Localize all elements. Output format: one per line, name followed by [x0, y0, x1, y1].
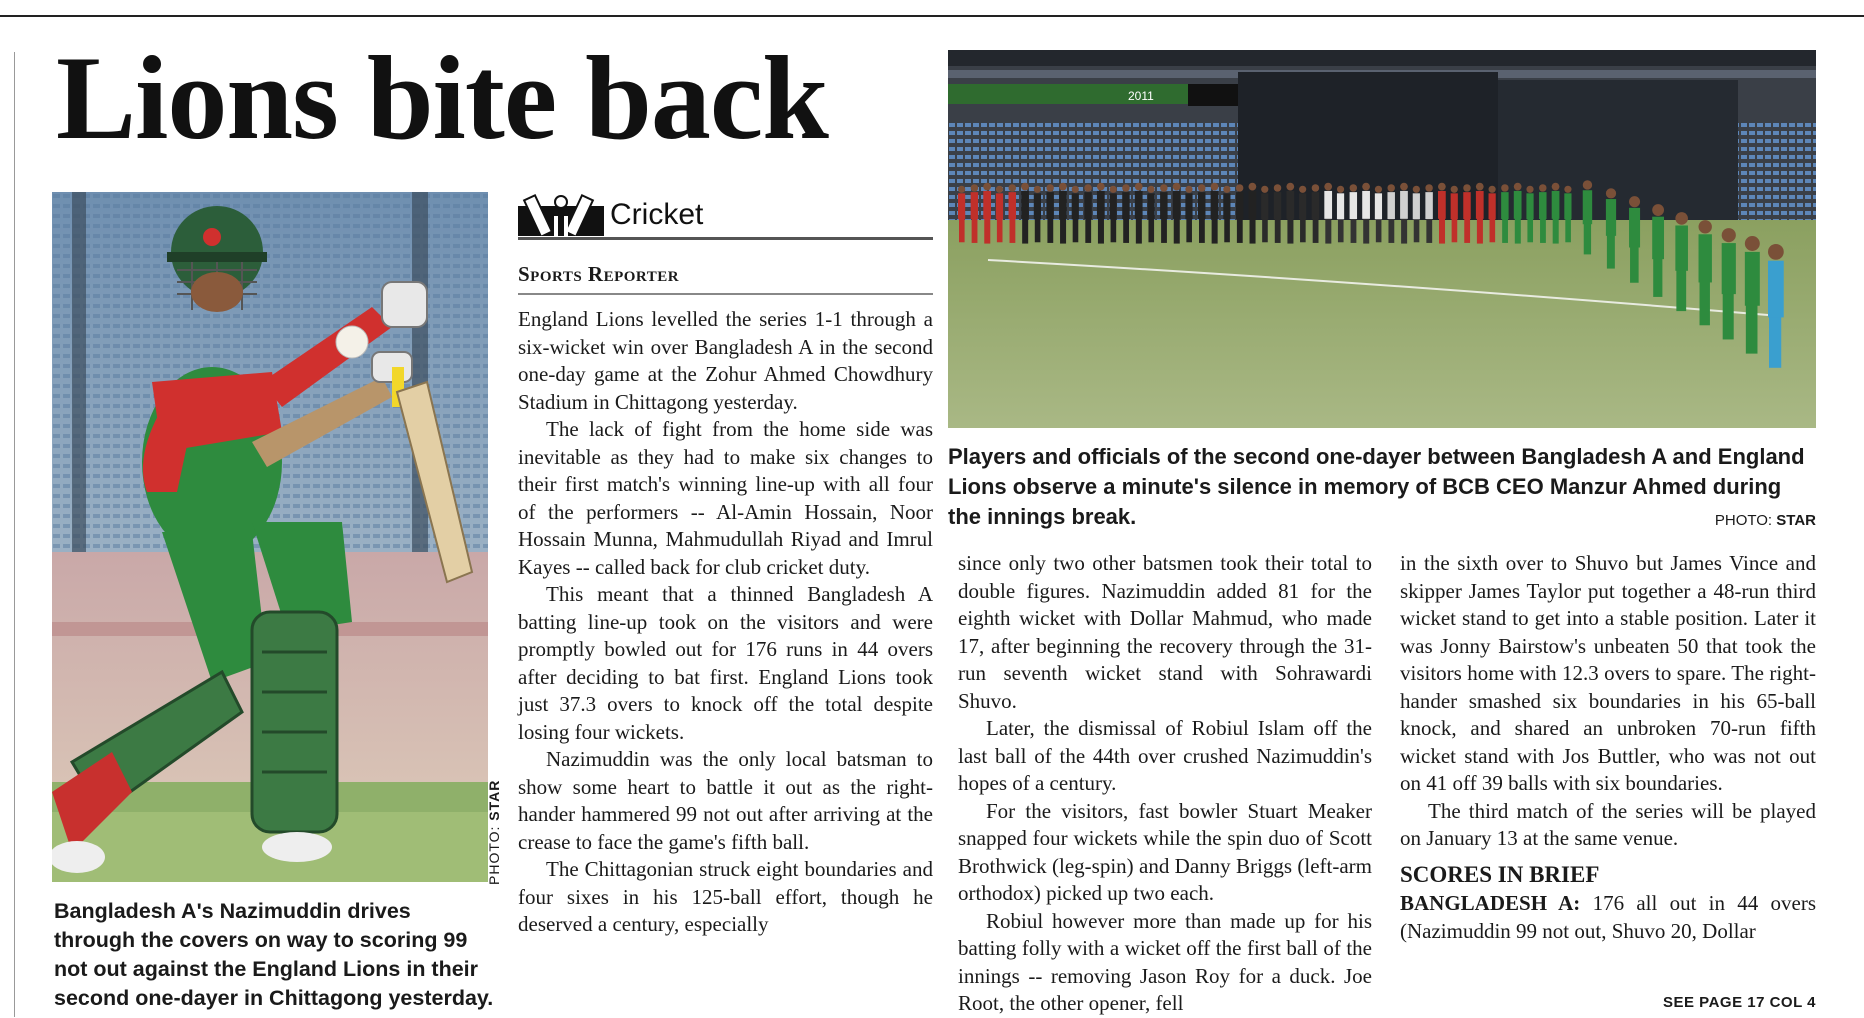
- player-figure: [1675, 225, 1688, 270]
- player-figure: [1583, 190, 1592, 224]
- player-figure-legs: [1287, 218, 1293, 244]
- player-figure: [1223, 193, 1230, 219]
- player-figure-legs: [1565, 218, 1571, 242]
- player-figure-head: [1084, 184, 1091, 191]
- player-figure-head: [1564, 186, 1571, 193]
- player-figure-head: [1034, 186, 1041, 193]
- player-figure-head: [1629, 196, 1640, 207]
- player-figure-legs: [1477, 218, 1483, 244]
- player-figure-legs: [1426, 218, 1432, 243]
- player-figure-legs: [1452, 218, 1458, 242]
- player-figure: [1084, 192, 1091, 219]
- player-figure-head: [1413, 186, 1420, 193]
- paragraph: For the visitors, fast bowler Stuart Meaker snapped four wickets while the spin duo of Scott Brothwick (leg-spin) and Danny Briggs (left-arm orthodox) picked up two each.: [958, 798, 1372, 905]
- player-figure-head: [1299, 186, 1306, 193]
- player-figure: [983, 191, 991, 219]
- player-figure: [1652, 217, 1664, 259]
- player-figure-legs: [1148, 218, 1154, 242]
- section-rule: [518, 237, 933, 240]
- player-figure-head: [1768, 244, 1784, 260]
- player-figure: [958, 193, 965, 219]
- player-figure-legs: [1607, 234, 1615, 268]
- player-figure-head: [1249, 183, 1257, 191]
- player-figure-legs: [1313, 218, 1319, 243]
- player-figure: [1236, 192, 1243, 219]
- paragraph: in the sixth over to Shuvo but James Vince and skipper James Taylor put together a 48-run third wicket stand to get into a stable position. Later it was Jonny Bairstow's unbeaten 50 that took the visitors home with 12.3 overs to spare. The right-hander smashed six boundaries in his 65-ball knock, and shared an unbroken 70-run fifth wicket stand with Jos Buttler, who was not out on 41 off 39 balls with six boundaries.: [1400, 551, 1816, 795]
- player-figure-legs: [1401, 218, 1407, 244]
- player-figure-legs: [1414, 218, 1420, 242]
- paragraph: The third match of the series will be played on January 13 at the same venue.: [1400, 798, 1816, 850]
- player-figure-legs: [1351, 218, 1357, 243]
- player-figure: [1629, 208, 1640, 248]
- player-figure: [1046, 192, 1053, 219]
- player-figure: [1564, 193, 1571, 219]
- scores-detail: 176 all out in 44 overs (Nazimuddin 99 not out, Shuvo 20, Dollar: [1400, 891, 1817, 943]
- player-figure-legs: [1325, 218, 1331, 244]
- player-figure-head: [1514, 183, 1522, 191]
- player-figure: [1745, 252, 1760, 306]
- scores-heading: SCORES IN BRIEF: [1400, 861, 1600, 887]
- player-figure-legs: [1111, 218, 1117, 242]
- player-figure-head: [1387, 184, 1394, 191]
- photo-credit-label: PHOTO:: [486, 825, 502, 885]
- player-figure-head: [1097, 183, 1105, 191]
- player-figure-legs: [1338, 218, 1344, 242]
- cricket-bats-icon: [518, 194, 604, 241]
- player-figure: [1539, 192, 1546, 219]
- player-figure: [1324, 191, 1332, 219]
- player-figure: [1110, 193, 1117, 219]
- player-figure: [1261, 193, 1268, 219]
- player-figure: [1274, 192, 1281, 219]
- player-figure-legs: [1073, 218, 1079, 242]
- player-figure-head: [1699, 220, 1712, 233]
- photo-caption-left: Bangladesh A's Nazimuddin drives through the covers on way to scoring 99 not out against the England Lions in their second one-dayer in Chittagong yesterday.: [54, 899, 494, 1010]
- player-figure-legs: [1502, 218, 1508, 243]
- player-figure: [1072, 193, 1079, 219]
- player-figure: [1476, 191, 1484, 219]
- player-figure-head: [1160, 184, 1167, 191]
- player-figure-head: [1451, 186, 1458, 193]
- player-figure-head: [1046, 184, 1053, 191]
- player-figure-head: [1526, 186, 1533, 193]
- player-figure: [1009, 192, 1016, 219]
- headline: Lions bite back: [56, 31, 828, 164]
- player-figure-legs: [1174, 218, 1180, 244]
- scoreboard-year: 2011: [1128, 89, 1154, 103]
- player-figure-legs: [1098, 218, 1104, 244]
- player-figure-legs: [1540, 218, 1546, 243]
- player-figure-head: [1745, 236, 1760, 251]
- player-figure-head: [1675, 212, 1688, 225]
- player-figure: [1526, 193, 1533, 219]
- player-figure: [1552, 191, 1560, 219]
- player-figure-head: [1185, 186, 1192, 193]
- player-figure-legs: [1060, 218, 1066, 244]
- player-figure-legs: [1388, 218, 1394, 243]
- player-figure-head: [1274, 184, 1281, 191]
- article-column-1: [518, 306, 933, 939]
- article-column-3: [1400, 550, 1816, 945]
- player-figure-head: [1021, 183, 1029, 191]
- player-figure: [1375, 193, 1382, 219]
- player-figure-legs: [1676, 269, 1686, 311]
- player-figure-legs: [1047, 218, 1053, 243]
- player-figure: [1722, 243, 1736, 294]
- player-figure-legs: [1300, 218, 1306, 242]
- player-figure: [1034, 193, 1041, 219]
- player-figure: [1286, 191, 1294, 219]
- player-figure-head: [1722, 228, 1736, 242]
- player-figure-legs: [1700, 280, 1710, 325]
- player-figure: [1501, 192, 1508, 219]
- player-figure-head: [1606, 188, 1616, 198]
- paragraph: Later, the dismissal of Robiul Islam off the last ball of the 44th over crushed Nazimuddin's hopes of a century.: [958, 716, 1372, 795]
- player-figure: [1362, 191, 1370, 219]
- player-figure: [1312, 192, 1319, 219]
- player-figure-legs: [1275, 218, 1281, 243]
- player-figure-legs: [1035, 218, 1041, 242]
- player-figure-head: [1552, 183, 1560, 191]
- player-figure: [1059, 191, 1067, 219]
- paragraph: England Lions levelled the series 1-1 through a six-wicket win over Bangladesh A in the second one-day game at the Zohur Ahmed Chowdhury Stadium in Chittagong yesterday.: [518, 307, 933, 414]
- player-figure: [1350, 192, 1357, 219]
- player-figure-legs: [1630, 246, 1639, 283]
- player-figure-legs: [972, 218, 978, 243]
- player-figure-head: [1425, 184, 1432, 191]
- player-figure-legs: [1653, 257, 1662, 297]
- player-figure-head: [1324, 183, 1332, 191]
- scores-text: [1400, 890, 1816, 945]
- player-figure-head: [1362, 183, 1370, 191]
- left-margin-rule: [14, 52, 15, 1017]
- player-figure: [1699, 234, 1712, 282]
- player-figure-legs: [1224, 218, 1230, 242]
- player-figure: [1160, 192, 1167, 219]
- player-figure-head: [1198, 184, 1205, 191]
- player-figure: [1463, 192, 1470, 219]
- photo-credit-label: PHOTO:: [1714, 512, 1773, 529]
- player-figure-head: [1539, 184, 1546, 191]
- player-figure-head: [1463, 184, 1470, 191]
- player-figure-head: [1147, 186, 1154, 193]
- player-figure-head: [958, 186, 965, 193]
- paragraph: since only two other batsmen took their total to double figures. Nazimuddin added 81 for the eighth wicket with Dollar Mahmud, who made 17, after beginning the recovery through the 31-run seventh wicket stand with Sohrawardi Shuvo.: [958, 551, 1372, 713]
- player-figure-head: [1135, 183, 1143, 191]
- player-figure-legs: [1464, 218, 1470, 243]
- player-figure: [1413, 193, 1420, 219]
- player-figure-head: [1312, 184, 1319, 191]
- player-figure-head: [1122, 184, 1129, 191]
- byline: Sports Reporter: [518, 262, 933, 295]
- player-figure: [971, 192, 978, 219]
- photo-caption-right: Players and officials of the second one-dayer between Bangladesh A and England Lions observe a minute's silence in memory of BCB CEO Manzur Ahmed during the innings break.: [948, 444, 1805, 529]
- player-figure: [1198, 192, 1205, 219]
- player-figure-head: [1009, 184, 1016, 191]
- player-figure-legs: [1123, 218, 1129, 243]
- player-figure-legs: [1376, 218, 1382, 242]
- player-figure-legs: [1439, 218, 1445, 244]
- photo-credit-source: STAR: [1776, 512, 1816, 529]
- photo-credit-left: [486, 775, 512, 885]
- player-figure-legs: [1363, 218, 1369, 244]
- section-kicker: [518, 190, 933, 240]
- player-figure-head: [1400, 183, 1408, 191]
- section-label: Cricket: [610, 198, 704, 231]
- continuation-note: SEE PAGE 17 COL 4: [1663, 994, 1816, 1011]
- player-figure-legs: [1527, 218, 1533, 242]
- player-figure-legs: [1746, 303, 1758, 353]
- player-figure-head: [1059, 183, 1067, 191]
- paragraph: This meant that a thinned Bangladesh A batting line-up took on the visitors and were promptly bowled out for 176 runs in 44 overs after deciding to bat first. England Lions took just 37.3 overs to knock off the total despite losing four wickets.: [518, 582, 933, 744]
- player-figure-head: [996, 186, 1003, 193]
- player-figure-head: [1173, 183, 1181, 191]
- player-figure-head: [1476, 183, 1484, 191]
- player-figure-legs: [1490, 218, 1496, 242]
- player-figure: [1021, 191, 1029, 219]
- player-figure-head: [1223, 186, 1230, 193]
- player-figure-head: [1350, 184, 1357, 191]
- player-figure-legs: [1250, 218, 1256, 244]
- player-figure-legs: [1515, 218, 1521, 244]
- player-figure-head: [971, 184, 978, 191]
- player-figure-legs: [1022, 218, 1028, 244]
- player-figure-head: [1583, 180, 1592, 189]
- player-figure: [1299, 193, 1306, 219]
- top-rule: [0, 15, 1864, 17]
- player-figure: [1438, 191, 1446, 219]
- player-figure-legs: [1237, 218, 1243, 243]
- player-figure-head: [1286, 183, 1294, 191]
- player-figure: [1514, 191, 1522, 219]
- player-figure-legs: [1553, 218, 1559, 244]
- player-figure: [1211, 191, 1219, 219]
- player-figure: [1249, 191, 1257, 219]
- player-figure: [1606, 199, 1616, 236]
- scores-team: BANGLADESH A:: [1400, 891, 1581, 915]
- article-column-2: [958, 550, 1372, 1018]
- paragraph: The lack of fight from the home side was inevitable as they had to make six changes to their first match's winning line-up with all four of the performers -- Al-Amin Hossain, Noor Hossain Munna, Mahmudullah Riyad and Imrul Kayes -- called back for club cricket duty.: [518, 417, 933, 579]
- player-figure: [1122, 192, 1129, 219]
- player-figure-head: [1375, 186, 1382, 193]
- player-figure-legs: [1769, 315, 1781, 368]
- player-figure-head: [1337, 186, 1344, 193]
- player-figure-head: [1438, 183, 1446, 191]
- player-figure-head: [1236, 184, 1243, 191]
- photo-credit-source: STAR: [486, 779, 502, 821]
- minute-silence-photo: [948, 50, 1816, 428]
- player-figure-legs: [1161, 218, 1167, 243]
- player-figure-legs: [1212, 218, 1218, 244]
- player-figure-legs: [1186, 218, 1192, 242]
- player-figure: [1135, 191, 1143, 219]
- paragraph: Nazimuddin was the only local batsman to show some heart to battle it out as the right-hander hammered 99 not out after arriving at the crease to face the game's fifth ball.: [518, 747, 933, 854]
- player-figure-head: [1501, 184, 1508, 191]
- player-figure: [1489, 193, 1496, 219]
- player-figure: [996, 193, 1003, 219]
- photo-credit-right: [1700, 512, 1816, 529]
- player-figure-head: [1261, 186, 1268, 193]
- player-figure-legs: [1262, 218, 1268, 242]
- player-figure-legs: [1010, 218, 1016, 243]
- player-figure-legs: [1584, 223, 1591, 255]
- player-figure-legs: [959, 218, 965, 242]
- paragraph: The Chittagonian struck eight boundaries and four sixes in his 125-ball effort, though he deserved a century, especially: [518, 857, 933, 936]
- player-figure-legs: [1199, 218, 1205, 243]
- player-figure-head: [1211, 183, 1219, 191]
- player-figure-legs: [997, 218, 1003, 242]
- player-figure: [1425, 192, 1432, 219]
- player-figure-head: [1652, 204, 1664, 216]
- paragraph: Robiul however more than made up for his batting folly with a wicket off the first ball of the innings -- removing Jason Roy for a duck. Joe Root, the other opener, fell: [958, 908, 1372, 1015]
- player-figure-head: [983, 183, 991, 191]
- player-figure-legs: [1723, 292, 1734, 340]
- player-figure-legs: [1085, 218, 1091, 243]
- batsman-photo: [52, 192, 488, 882]
- player-figure-head: [1110, 186, 1117, 193]
- player-figure: [1185, 193, 1192, 219]
- player-figure: [1097, 191, 1105, 219]
- player-figure: [1337, 193, 1344, 219]
- player-figure: [1173, 191, 1181, 219]
- player-figure-head: [1072, 186, 1079, 193]
- player-figure: [1387, 192, 1394, 219]
- player-figure-head: [1489, 186, 1496, 193]
- player-figure: [1147, 193, 1154, 219]
- player-figure: [1400, 191, 1408, 219]
- player-figure: [1451, 193, 1458, 219]
- player-figure-legs: [984, 218, 990, 244]
- player-figure: [1768, 261, 1784, 318]
- player-figure-legs: [1136, 218, 1142, 244]
